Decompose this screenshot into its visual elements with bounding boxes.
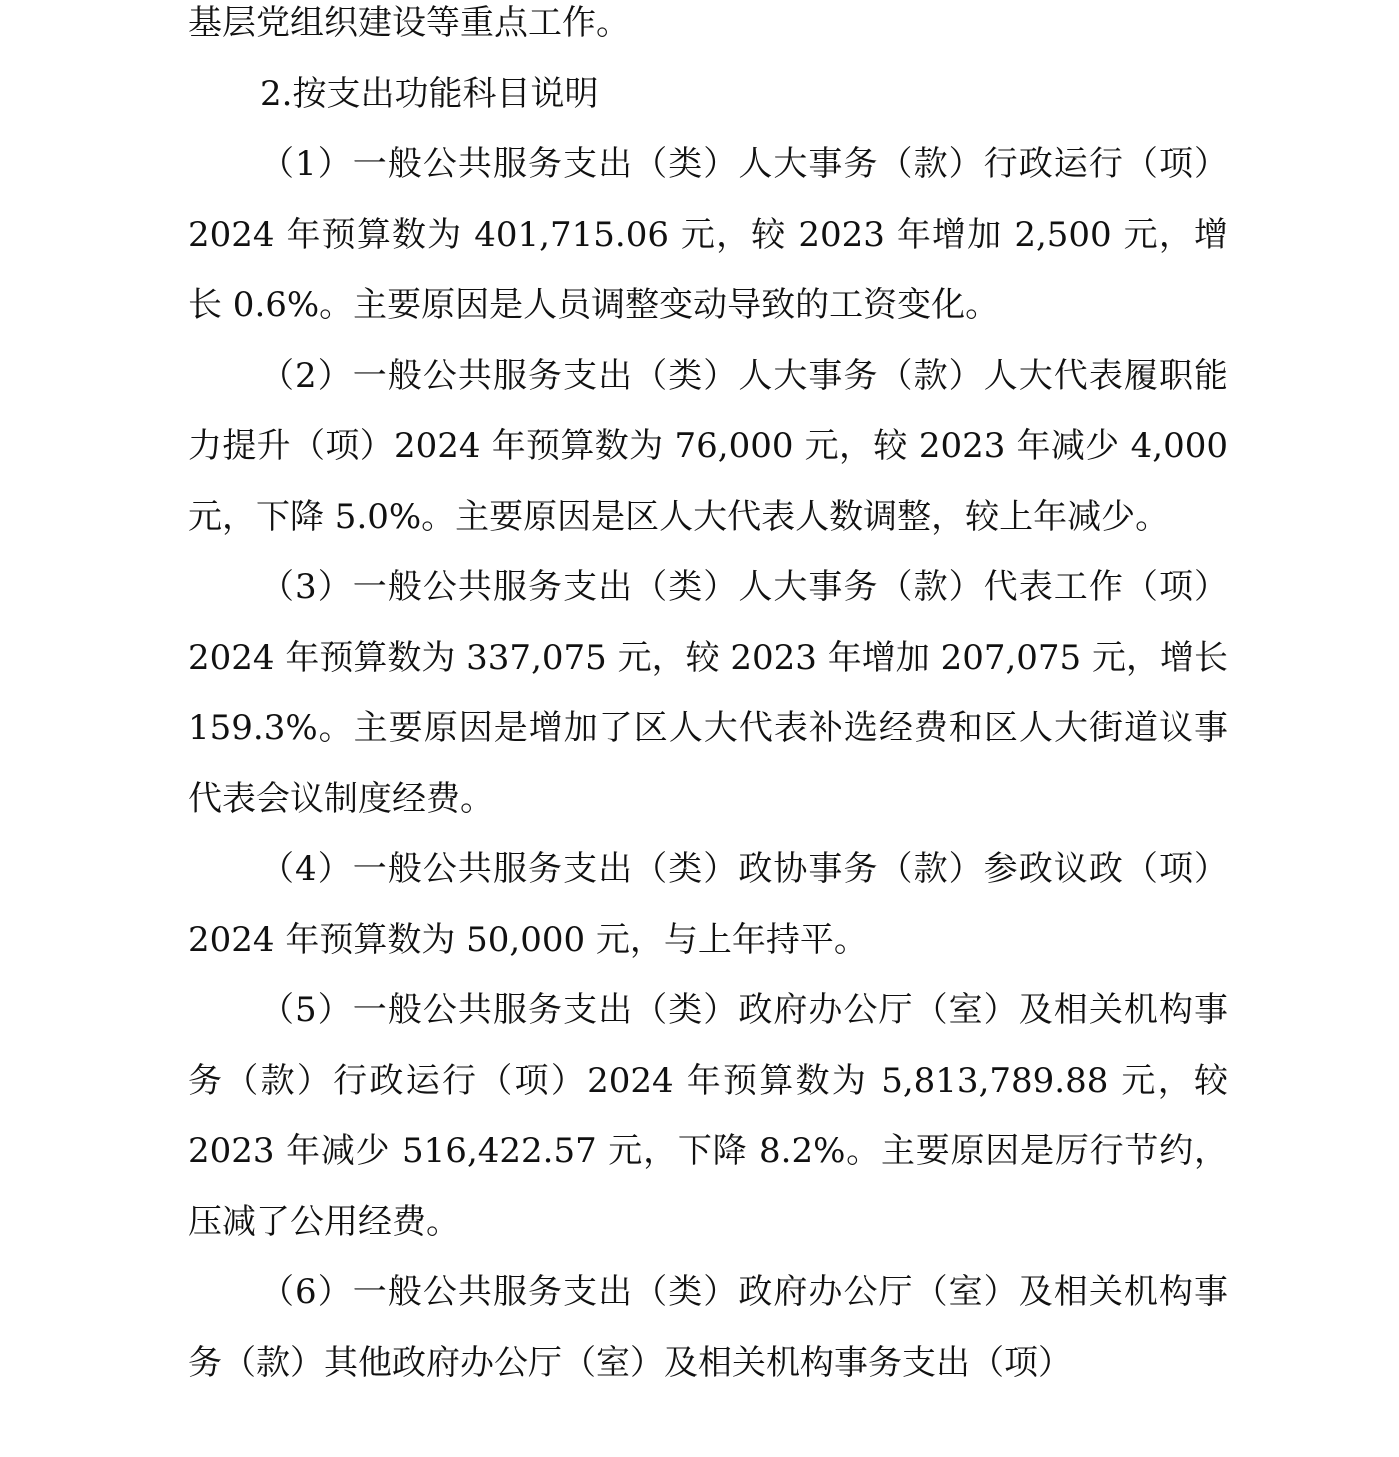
- paragraph-item-6: （6）一般公共服务支出（类）政府办公厅（室）及相关机构事务（款）其他政府办公厅（室）及相关机构事务支出（项）: [188, 1272, 1228, 1383]
- paragraph-item-4: （4）一般公共服务支出（类）政协事务（款）参政议政（项）2024 年预算数为 50,000 元，与上年持平。: [188, 849, 1228, 960]
- paragraph-item-1: （1）一般公共服务支出（类）人大事务（款）行政运行（项）2024 年预算数为 401,715.06 元，较 2023 年增加 2,500 元，增长 0.6%。主要原因是人员调整变动导致的工资变化。: [188, 144, 1228, 325]
- section-heading: 2.按支出功能科目说明: [260, 73, 599, 114]
- document-page: [188, 0, 1228, 1398]
- paragraph-continuation: 基层党组织建设等重点工作。: [188, 3, 630, 43]
- paragraph-item-2: （2）一般公共服务支出（类）人大事务（款）人大代表履职能力提升（项）2024 年预算数为 76,000 元，较 2023 年减少 4,000 元，下降 5.0%。主要原因是区人大代表人数调整，较上年减少。: [188, 355, 1228, 537]
- paragraph-item-5: （5）一般公共服务支出（类）政府办公厅（室）及相关机构事务（款）行政运行（项）2024 年预算数为 5,813,789.88 元，较 2023 年减少 516,422.57 元，下降 8.2%。主要原因是厉行节约，压减了公用经费。: [188, 990, 1228, 1242]
- paragraph-item-3: （3）一般公共服务支出（类）人大事务（款）代表工作（项）2024 年预算数为 337,075 元，较 2023 年增加 207,075 元，增长 159.3%。主要原因是增加了区人大代表补选经费和区人大街道议事代表会议制度经费。: [188, 567, 1228, 819]
